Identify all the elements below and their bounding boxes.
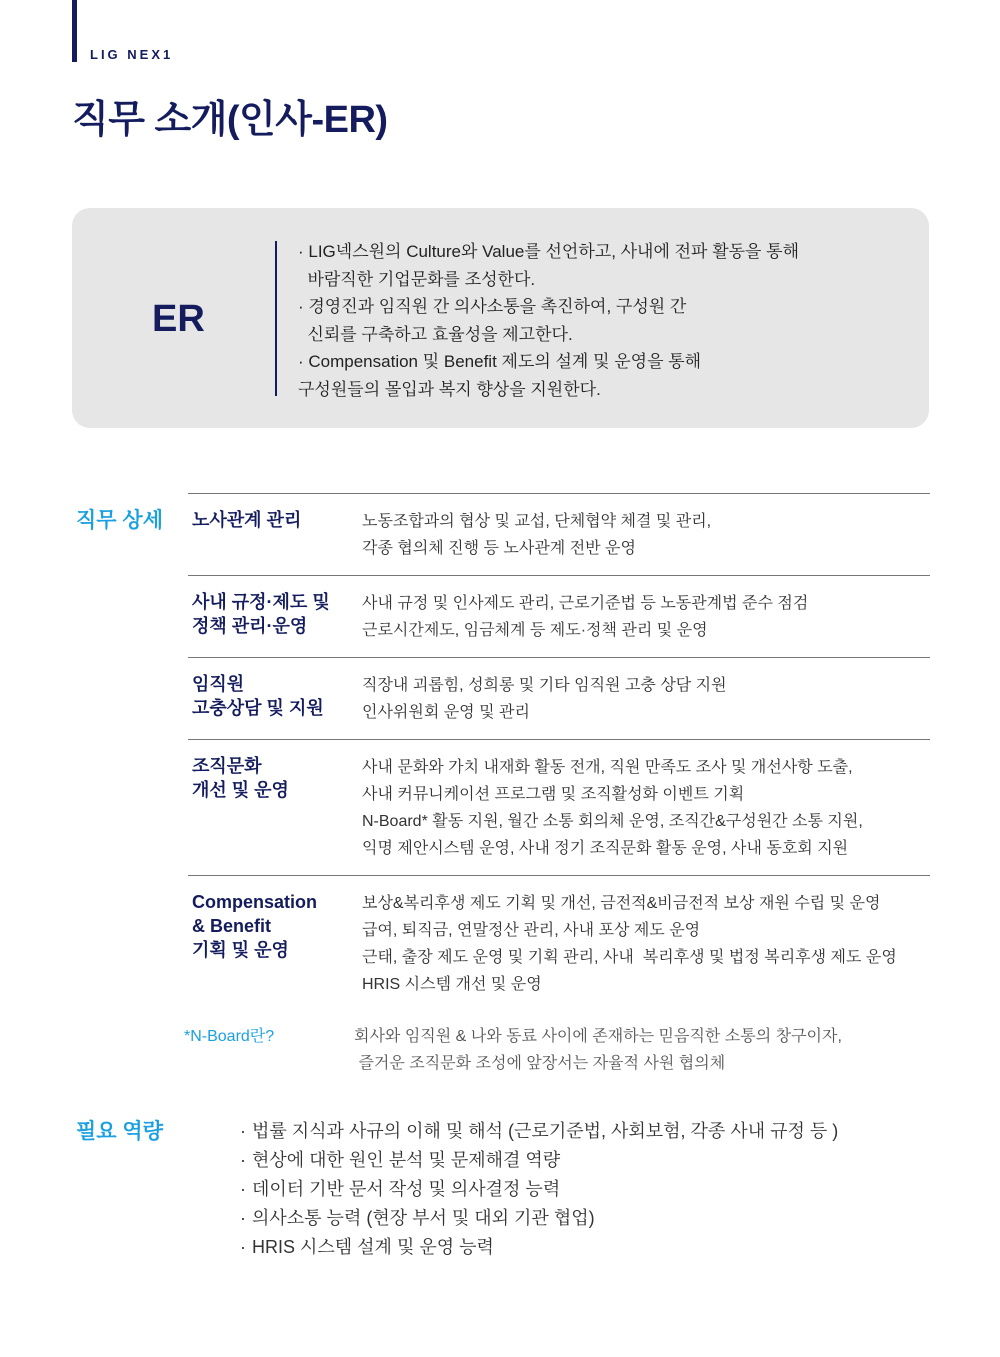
section-title-detail: 직무 상세	[76, 509, 163, 532]
table-row	[188, 657, 930, 739]
row-label-line: 정책 관리·운영	[192, 616, 308, 636]
row-description	[362, 672, 727, 726]
row-description	[362, 590, 808, 644]
competency-list	[240, 1117, 838, 1262]
table-row	[188, 875, 930, 1011]
summary-line: 구성원들의 몰입과 복지 향상을 지원한다.	[298, 379, 601, 399]
row-desc-line: 사내 문화와 가치 내재화 활동 전개, 직원 만족도 조사 및 개선사항 도출,	[362, 759, 853, 776]
row-label-line: 사내 규정·제도 및	[192, 592, 330, 612]
row-label	[188, 590, 362, 644]
row-desc-line: 근로시간제도, 임금체계 등 제도·정책 관리 및 운영	[362, 622, 708, 639]
row-label-line: Compensation	[192, 892, 318, 912]
header-accent-bar	[72, 0, 77, 62]
row-description	[362, 754, 863, 862]
summary-line: · Compensation 및 Benefit 제도의 설계 및 운영을 통해	[298, 352, 702, 371]
row-label	[188, 754, 362, 862]
bullet-icon: ·	[240, 1237, 246, 1257]
row-desc-line: 각종 협의체 진행 등 노사관계 전반 운영	[362, 540, 636, 557]
list-item-text: 데이터 기반 문서 작성 및 의사결정 능력	[252, 1179, 561, 1199]
row-label-line: 노사관계 관리	[192, 510, 302, 530]
row-desc-line: 익명 제안시스템 운영, 사내 정기 조직문화 활동 운영, 사내 동호회 지원	[362, 840, 849, 857]
summary-line: · 경영진과 임직원 간 의사소통을 촉진하여, 구성원 간	[298, 297, 687, 316]
row-desc-line: HRIS 시스템 개선 및 운영	[362, 976, 542, 993]
row-label	[188, 672, 362, 726]
page-title: 직무 소개(인사-ER)	[72, 99, 388, 141]
list-item	[240, 1233, 838, 1262]
row-label-line: 기획 및 운영	[192, 940, 289, 960]
summary-line: 신뢰를 구축하고 효율성을 제고한다.	[298, 324, 573, 344]
table-row	[188, 575, 930, 657]
bullet-icon: ·	[240, 1150, 246, 1170]
bullet-icon: ·	[240, 1121, 246, 1141]
note-description	[354, 1023, 842, 1077]
summary-text	[298, 238, 799, 403]
row-label-line: 고충상담 및 지원	[192, 698, 324, 718]
list-item	[240, 1146, 838, 1175]
row-desc-line: 사내 커뮤니케이션 프로그램 및 조직활성화 이벤트 기획	[362, 786, 745, 803]
summary-box	[72, 208, 929, 428]
summary-line: · LIG넥스원의 Culture와 Value를 선언하고, 사내에 전파 활동을 통해	[298, 242, 800, 261]
row-desc-line: 보상&복리후생 제도 기획 및 개선, 금전적&비금전적 보상 재원 수립 및 운영	[362, 895, 881, 912]
bullet-icon: ·	[240, 1208, 246, 1228]
row-desc-line: 노동조합과의 협상 및 교섭, 단체협약 체결 및 관리,	[362, 513, 712, 530]
n-board-note	[184, 1011, 930, 1077]
summary-divider	[275, 241, 277, 396]
row-desc-line: 직장내 괴롭힘, 성희롱 및 기타 임직원 고충 상담 지원	[362, 677, 727, 694]
row-desc-line: 사내 규정 및 인사제도 관리, 근로기준법 등 노동관계법 준수 점검	[362, 595, 809, 612]
row-label	[188, 508, 362, 562]
list-item	[240, 1204, 838, 1233]
row-desc-line: 근태, 출장 제도 운영 및 기획 관리, 사내 복리후생 및 법정 복리후생 제도 운영	[362, 949, 897, 966]
list-item	[240, 1117, 838, 1146]
note-desc-line: 회사와 임직원 & 나와 동료 사이에 존재하는 믿음직한 소통의 창구이자,	[354, 1028, 842, 1045]
row-label-line: & Benefit	[192, 916, 272, 936]
list-item-text: HRIS 시스템 설계 및 운영 능력	[252, 1237, 494, 1257]
section-title-competency: 필요 역량	[76, 1120, 163, 1143]
row-label-line: 조직문화	[192, 756, 262, 776]
summary-line: 바람직한 기업문화를 조성한다.	[298, 269, 536, 289]
detail-table	[184, 493, 930, 1077]
row-label	[188, 890, 362, 998]
note-desc-line: 즐거운 조직문화 조성에 앞장서는 자율적 사원 협의체	[354, 1055, 726, 1072]
list-item-text: 법률 지식과 사규의 이해 및 해석 (근로기준법, 사회보험, 각종 사내 규정 등 )	[252, 1121, 839, 1141]
note-label: *N-Board란?	[184, 1028, 275, 1045]
row-desc-line: 급여, 퇴직금, 연말정산 관리, 사내 포상 제도 운영	[362, 922, 701, 939]
list-item	[240, 1175, 838, 1204]
brand-logo-text: LIG NEX1	[90, 47, 174, 62]
summary-code: ER	[152, 298, 205, 340]
bullet-icon: ·	[240, 1179, 246, 1199]
row-desc-line: N-Board* 활동 지원, 월간 소통 회의체 운영, 조직간&구성원간 소통 지원,	[362, 813, 863, 830]
row-label-line: 임직원	[192, 674, 245, 694]
table-row	[188, 493, 930, 575]
row-description	[362, 508, 711, 562]
row-desc-line: 인사위원회 운영 및 관리	[362, 704, 530, 721]
row-description	[362, 890, 897, 998]
list-item-text: 의사소통 능력 (현장 부서 및 대외 기관 협업)	[252, 1208, 595, 1228]
table-row	[188, 739, 930, 875]
list-item-text: 현상에 대한 원인 분석 및 문제해결 역량	[252, 1150, 561, 1170]
row-label-line: 개선 및 운영	[192, 780, 289, 800]
